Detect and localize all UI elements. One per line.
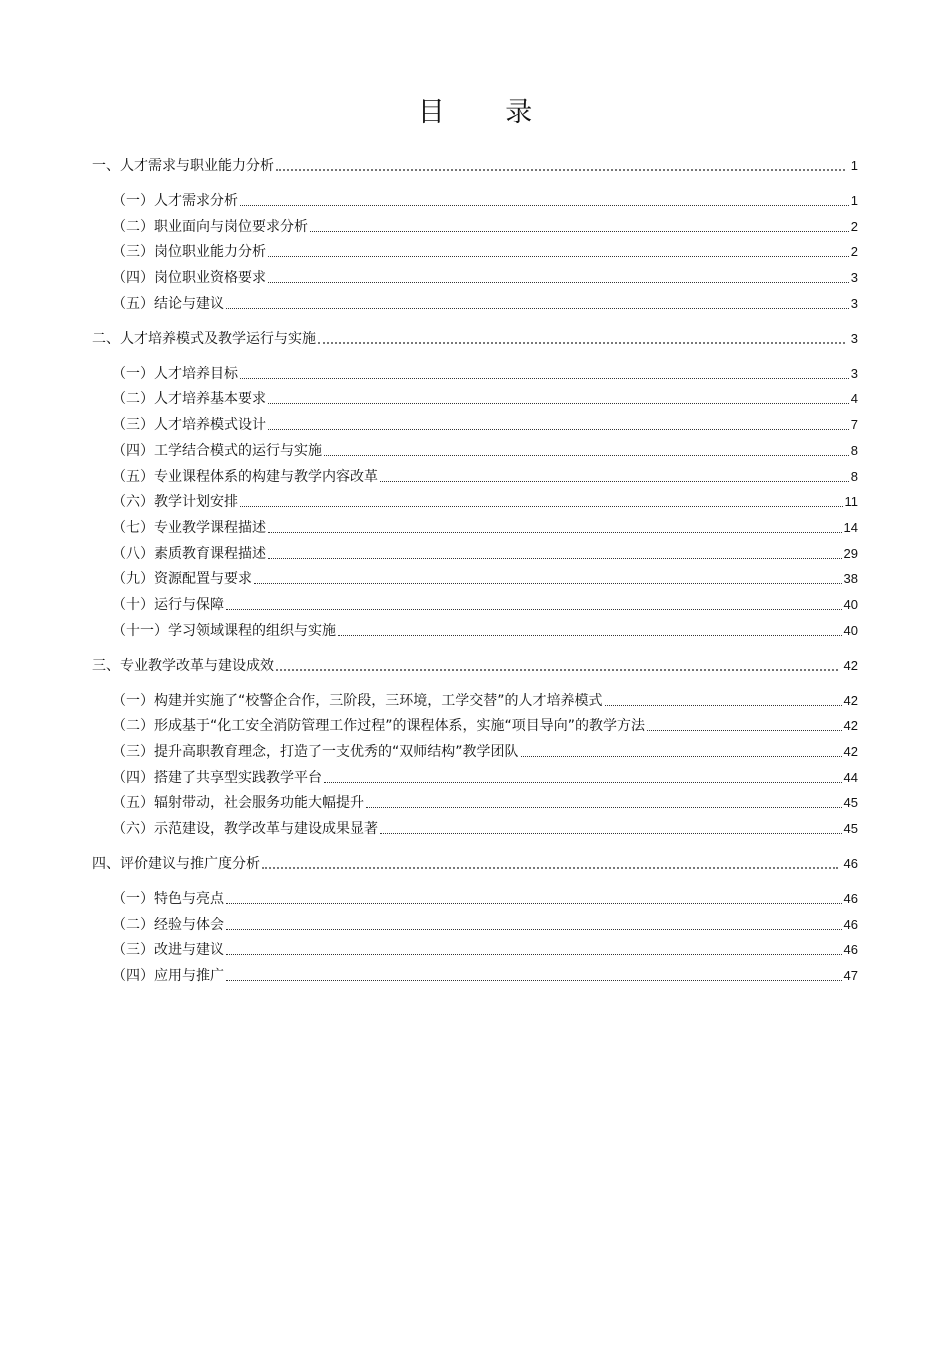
dot-leader bbox=[268, 520, 842, 536]
toc-entry-label: （五）专业课程体系的构建与教学内容改革 bbox=[112, 468, 378, 485]
spacer bbox=[92, 510, 858, 520]
dot-leader bbox=[276, 658, 838, 674]
spacer bbox=[92, 872, 858, 891]
dot-leader bbox=[240, 494, 843, 510]
toc-page-number: 46 bbox=[843, 916, 858, 932]
toc-subsection-entry[interactable] bbox=[92, 469, 858, 485]
toc-entry-label: （三）岗位职业能力分析 bbox=[112, 244, 266, 261]
toc-page-number: 40 bbox=[843, 622, 858, 638]
toc-subsection-entry[interactable] bbox=[92, 917, 858, 933]
toc-entry-label: （十）运行与保障 bbox=[112, 596, 224, 613]
toc-subsection-entry[interactable] bbox=[92, 744, 858, 760]
spacer bbox=[92, 709, 858, 719]
toc-page-number: 2 bbox=[850, 218, 858, 234]
toc-page-number: 14 bbox=[843, 519, 858, 535]
toc-subsection-entry[interactable] bbox=[92, 366, 858, 382]
toc-subsection-entry[interactable] bbox=[92, 417, 858, 433]
toc-page-number: 42 bbox=[843, 744, 858, 759]
spacer bbox=[92, 587, 858, 597]
spacer bbox=[92, 760, 858, 770]
spacer bbox=[92, 347, 858, 366]
toc-subsection-entry[interactable] bbox=[92, 942, 858, 958]
toc-page-number: 7 bbox=[850, 417, 858, 433]
dot-leader bbox=[380, 469, 849, 485]
toc-entry-label: （八）素质教育课程描述 bbox=[112, 545, 266, 562]
spacer bbox=[92, 485, 858, 495]
toc-page-number: 4 bbox=[850, 391, 858, 407]
dot-leader bbox=[262, 856, 838, 872]
toc-subsection-entry[interactable] bbox=[92, 968, 858, 984]
toc-entry-label: （九）资源配置与要求 bbox=[112, 571, 252, 588]
toc-entry-label: （六）示范建设，教学改革与建设成果显著 bbox=[112, 821, 378, 838]
toc-entry-label: （三）改进与建议 bbox=[112, 942, 224, 959]
spacer bbox=[92, 907, 858, 917]
toc-entry-label: （一）人才培养目标 bbox=[112, 365, 238, 382]
dot-leader bbox=[380, 821, 842, 837]
toc-subsection-entry[interactable] bbox=[92, 219, 858, 235]
dot-leader bbox=[276, 158, 845, 174]
toc-subsection-entry[interactable] bbox=[92, 770, 858, 786]
dot-leader bbox=[268, 244, 849, 260]
spacer bbox=[92, 312, 858, 331]
toc-page-number: 42 bbox=[843, 692, 858, 708]
spacer bbox=[92, 639, 858, 658]
spacer bbox=[92, 734, 858, 744]
spacer bbox=[92, 286, 858, 296]
toc-entry-label: （一）特色与亮点 bbox=[112, 891, 224, 908]
spacer bbox=[92, 674, 858, 693]
toc-page-number: 1 bbox=[850, 158, 858, 173]
toc-page-number: 3 bbox=[850, 365, 858, 381]
toc-entry-label: （五）辐射带动，社会服务功能大幅提升 bbox=[112, 795, 364, 812]
toc-page-number: 46 bbox=[843, 891, 858, 907]
toc-subsection-entry[interactable] bbox=[92, 270, 858, 286]
toc-chapter-entry[interactable] bbox=[92, 331, 858, 347]
toc-page-number: 3 bbox=[850, 330, 858, 346]
dot-leader bbox=[647, 718, 842, 734]
dot-leader bbox=[605, 693, 842, 709]
toc-page-number: 29 bbox=[843, 545, 858, 561]
toc-page-number: 3 bbox=[850, 295, 858, 311]
toc-entry-label: （一）构建并实施了“校警企合作，三阶段，三环境，工学交替”的人才培养模式 bbox=[112, 692, 603, 709]
toc-chapter-entry[interactable] bbox=[92, 658, 858, 674]
toc-page-number: 45 bbox=[843, 821, 858, 837]
toc-subsection-entry[interactable] bbox=[92, 718, 858, 734]
toc-page-number: 40 bbox=[843, 596, 858, 612]
toc-entry-label: 一、人才需求与职业能力分析 bbox=[92, 158, 274, 174]
dot-leader bbox=[226, 296, 849, 312]
dot-leader bbox=[521, 744, 842, 760]
toc-subsection-entry[interactable] bbox=[92, 193, 858, 209]
dot-leader bbox=[324, 443, 849, 459]
dot-leader bbox=[318, 331, 845, 347]
toc-entry-label: （四）岗位职业资格要求 bbox=[112, 270, 266, 287]
toc-entry-label: （十一）学习领域课程的组织与实施 bbox=[112, 622, 336, 639]
dot-leader bbox=[240, 366, 849, 382]
spacer bbox=[92, 811, 858, 821]
toc-entry-label: （二）人才培养基本要求 bbox=[112, 391, 266, 408]
dot-leader bbox=[226, 942, 842, 958]
toc-chapter-entry[interactable] bbox=[92, 158, 858, 174]
toc-subsection-entry[interactable] bbox=[92, 244, 858, 260]
toc-entry-label: （四）应用与推广 bbox=[112, 968, 224, 985]
toc-section bbox=[92, 837, 858, 984]
toc-chapter-entry[interactable] bbox=[92, 856, 858, 872]
toc-page-number: 42 bbox=[843, 718, 858, 734]
spacer bbox=[92, 837, 858, 856]
toc-page-number: 38 bbox=[843, 571, 858, 587]
dot-leader bbox=[226, 597, 842, 613]
dot-leader bbox=[226, 968, 842, 984]
dot-leader bbox=[240, 193, 849, 209]
toc-section bbox=[92, 158, 858, 312]
page-title: 目 录 bbox=[417, 97, 559, 128]
toc-section bbox=[92, 312, 858, 639]
toc-subsection-entry[interactable] bbox=[92, 296, 858, 312]
spacer bbox=[92, 235, 858, 245]
toc-entry-label: 二、人才培养模式及教学运行与实施 bbox=[92, 330, 316, 347]
toc-section bbox=[92, 639, 858, 837]
dot-leader bbox=[268, 391, 849, 407]
toc-subsection-entry[interactable] bbox=[92, 891, 858, 907]
spacer bbox=[92, 407, 858, 417]
dot-leader bbox=[310, 219, 849, 235]
toc-page-number: 46 bbox=[843, 942, 858, 958]
toc-subsection-entry[interactable] bbox=[92, 623, 858, 639]
spacer bbox=[92, 958, 858, 968]
toc-page-number: 46 bbox=[843, 856, 858, 872]
dot-leader bbox=[268, 417, 849, 433]
spacer bbox=[92, 433, 858, 443]
dot-leader bbox=[268, 546, 842, 562]
dot-leader bbox=[226, 917, 842, 933]
toc-entry-label: （二）形成基于“化工安全消防管理工作过程”的课程体系，实施“项目导向”的教学方法 bbox=[112, 718, 646, 735]
toc-entry-label: （七）专业教学课程描述 bbox=[112, 519, 266, 536]
toc-subsection-entry[interactable] bbox=[92, 494, 858, 510]
spacer bbox=[92, 613, 858, 623]
toc-page-number: 47 bbox=[843, 968, 858, 984]
toc-page-number: 42 bbox=[843, 657, 858, 673]
toc-subsection-entry[interactable] bbox=[92, 795, 858, 811]
toc-page-number: 1 bbox=[850, 193, 858, 208]
toc-subsection-entry[interactable] bbox=[92, 546, 858, 562]
toc-entry-label: （六）教学计划安排 bbox=[112, 494, 238, 511]
spacer bbox=[92, 209, 858, 219]
toc-page-number: 8 bbox=[850, 468, 858, 484]
spacer bbox=[92, 786, 858, 796]
dot-leader bbox=[338, 623, 842, 639]
toc-entry-label: （五）结论与建议 bbox=[112, 295, 224, 312]
dot-leader bbox=[366, 795, 842, 811]
toc-entry-label: 三、专业教学改革与建设成效 bbox=[92, 657, 274, 674]
toc-entry-label: （一）人才需求分析 bbox=[112, 193, 238, 209]
spacer bbox=[92, 562, 858, 572]
toc-page-number: 3 bbox=[850, 270, 858, 286]
spacer bbox=[92, 536, 858, 546]
toc-subsection-entry[interactable] bbox=[92, 391, 858, 407]
dot-leader bbox=[226, 891, 842, 907]
toc-subsection-entry[interactable] bbox=[92, 597, 858, 613]
toc-entry-label: 四、评价建议与推广度分析 bbox=[92, 856, 260, 873]
toc-subsection-entry[interactable] bbox=[92, 443, 858, 459]
toc-entry-label: （二）经验与体会 bbox=[112, 916, 224, 933]
toc-subsection-entry[interactable] bbox=[92, 693, 858, 709]
spacer bbox=[92, 459, 858, 469]
spacer bbox=[92, 260, 858, 270]
spacer bbox=[92, 933, 858, 943]
toc-subsection-entry[interactable] bbox=[92, 821, 858, 837]
dot-leader bbox=[268, 270, 849, 286]
dot-leader bbox=[254, 571, 842, 587]
toc-page-number: 11 bbox=[844, 494, 858, 510]
toc-entry-label: （三）提升高职教育理念，打造了一支优秀的“双师结构”教学团队 bbox=[112, 744, 519, 760]
toc-entry-label: （四）工学结合模式的运行与实施 bbox=[112, 442, 322, 459]
toc-page-number: 8 bbox=[850, 442, 858, 458]
toc-page-number: 44 bbox=[843, 769, 858, 785]
spacer bbox=[92, 382, 858, 392]
toc-page-number: 2 bbox=[850, 244, 858, 260]
toc-entry-label: （二）职业面向与岗位要求分析 bbox=[112, 218, 308, 235]
toc-subsection-entry[interactable] bbox=[92, 571, 858, 587]
dot-leader bbox=[324, 770, 842, 786]
toc-entry-label: （三）人才培养模式设计 bbox=[112, 417, 266, 434]
toc-subsection-entry[interactable] bbox=[92, 520, 858, 536]
table-of-contents bbox=[92, 158, 858, 984]
toc-entry-label: （四）搭建了共享型实践教学平台 bbox=[112, 769, 322, 786]
spacer bbox=[92, 174, 858, 193]
toc-page-number: 45 bbox=[843, 795, 858, 811]
